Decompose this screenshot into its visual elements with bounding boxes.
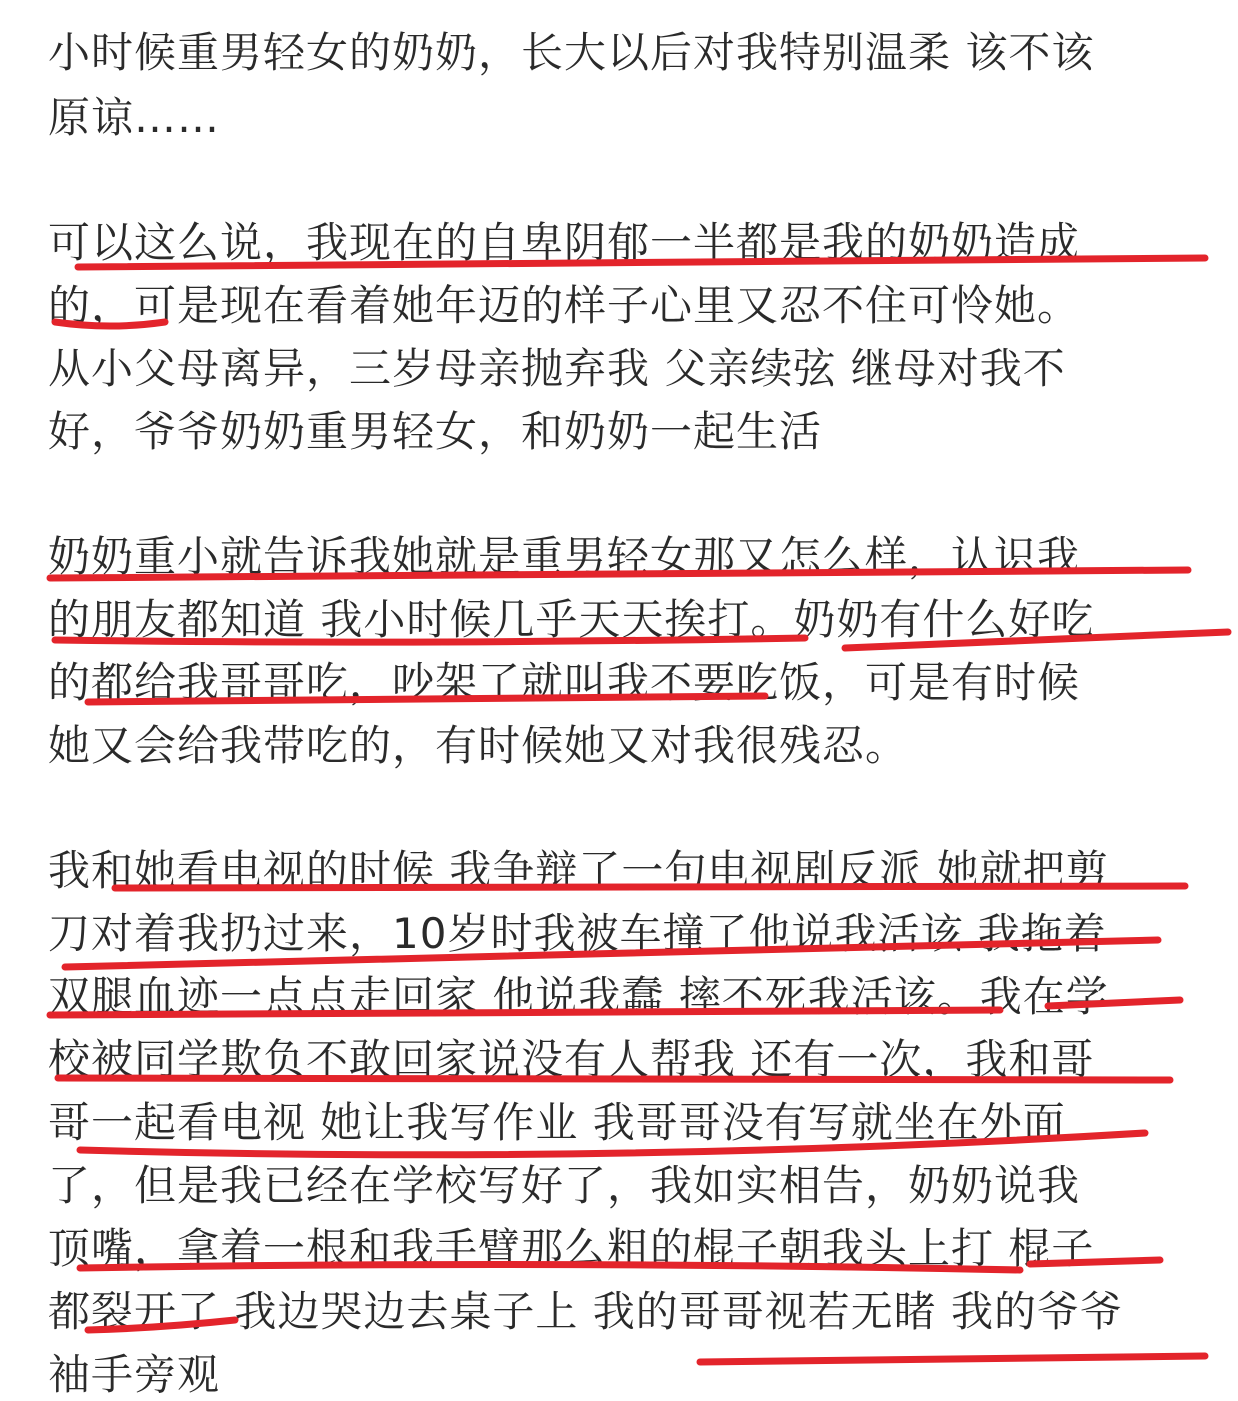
- text-line-12: 刀对着我扔过来，10岁时我被车撞了他说我活该 我拖着: [48, 909, 1107, 958]
- text-line-13: 双腿血迹一点点走回家 他说我蠢 摔不死我活该。我在学: [48, 972, 1109, 1021]
- text-line-7: 奶奶重小就告诉我她就是重男轻女那又怎么样，认识我: [48, 532, 1081, 581]
- text-line-18: 都裂开了 我边哭边去桌子上 我的哥哥视若无睹 我的爷爷: [48, 1287, 1124, 1336]
- text-line-14: 校被同学欺负不敢回家说没有人帮我 还有一次，我和哥: [48, 1035, 1095, 1084]
- text-line-19: 袖手旁观: [48, 1350, 221, 1399]
- text-line-2: 原谅……: [48, 93, 221, 142]
- text-line-15: 哥一起看电视 她让我写作业 我哥哥没有写就坐在外面: [48, 1098, 1066, 1147]
- text-line-1: 小时候重男轻女的奶奶，长大以后对我特别温柔 该不该: [48, 28, 1095, 77]
- text-line-10: 她又会给我带吃的，有时候她又对我很残忍。: [48, 721, 909, 770]
- underline-stroke: [700, 1356, 1205, 1362]
- text-line-4: 的，可是现在看着她年迈的样子心里又忍不住可怜她。: [48, 281, 1081, 330]
- text-line-5: 从小父母离异，三岁母亲抛弃我 父亲续弦 继母对我不: [48, 344, 1066, 393]
- text-line-11: 我和她看电视的时候 我争辩了一句电视剧反派 她就把剪: [48, 846, 1109, 895]
- text-line-8: 的朋友都知道 我小时候几乎天天挨打。奶奶有什么好吃: [48, 595, 1095, 644]
- text-line-3: 可以这么说，我现在的自卑阴郁一半都是我的奶奶造成: [48, 218, 1081, 267]
- text-line-17: 顶嘴，拿着一根和我手臂那么粗的棍子朝我头上打 棍子: [48, 1224, 1095, 1273]
- text-line-9: 的都给我哥哥吃，吵架了就叫我不要吃饭，可是有时候: [48, 658, 1081, 707]
- text-line-16: 了，但是我已经在学校写好了，我如实相告，奶奶说我: [48, 1161, 1081, 1210]
- text-line-6: 好，爷爷奶奶重男轻女，和奶奶一起生活: [48, 407, 823, 456]
